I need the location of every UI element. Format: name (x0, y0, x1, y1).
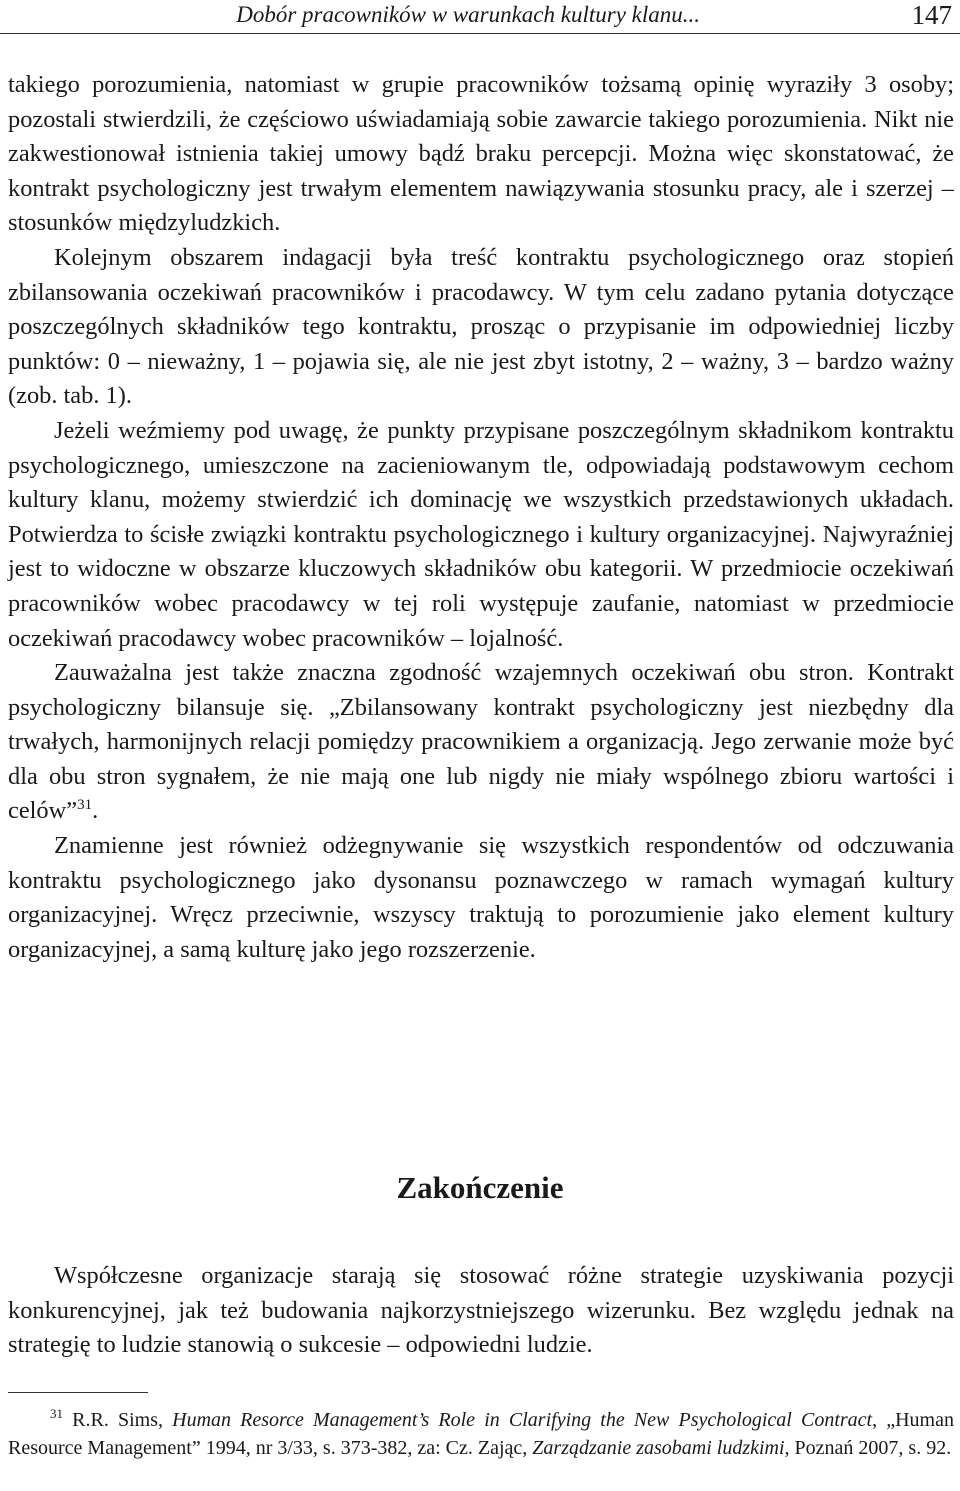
footnote-publication: , Poznań 2007, s. 92. (784, 1437, 952, 1459)
footnote (8, 1406, 954, 1462)
paragraph-with-quote (8, 656, 954, 829)
paragraph: Współczesne organizacje starają się stosować różne strategie uzyskiwania pozycji konkurencyjnej, jak też budowania najkorzystniejszego wizerunku. Bez względu jednak na strategię to ludzie stanowią o sukcesie – odpowiedni ludzie. (8, 1262, 954, 1359)
footnote-journal: , „Human Resource Management” 1994, nr 3/33, s. 373-382, za: Cz. Zając, (8, 1409, 954, 1459)
paragraph: Jeżeli weźmiemy pod uwagę, że punkty przypisane poszczególnym składnikom kontraktu psychologicznego, umieszczone na zacieniowanym tle, odpowiadają podstawowym cechom kultury klanu, możemy stwierdzić ich dominację we wszystkich przedstawionych układach. Potwierdza to ścisłe związki kontraktu psychologicznego i kultury organizacyjnej. Najwyraźniej jest to widoczne w obszarze kluczowych składników obu kategorii. W przedmiocie oczekiwań pracowników wobec pracodawcy w tej roli występuje zaufanie, natomiast w przedmiocie oczekiwań pracodawcy wobec pracowników – lojalność. (8, 416, 954, 652)
paragraph: Kolejnym obszarem indagacji była treść kontraktu psychologicznego oraz stopień zbilansowania oczekiwań pracowników i pracodawcy. W tym celu zadano pytania dotyczące poszczególnych składników tego kontraktu, prosząc o przypisanie im odpowiedniej liczby punktów: 0 – nieważny, 1 – pojawia się, ale nie jest zbyt istotny, 2 – ważny, 3 – bardzo ważny (zob. tab. 1). (8, 243, 954, 410)
footnote-article-title: Human Resorce Management’s Role in Clarifying the New Psychological Contract (172, 1409, 873, 1431)
footnote-author: R.R. Sims, (72, 1409, 173, 1431)
paragraph-text: Zauważalna jest także znaczna zgodność wzajemnych oczekiwań obu stron. Kontrakt psychologiczny bilansuje się. „Zbilansowany kontrakt psychologiczny jest niezbędny dla trwałych, harmonijnych relacji pomiędzy pracownikiem a organizacją. Jego zerwanie może być dla obu stron sygnałem, że nie mają one lub nigdy nie miały wspólnego zbioru wartości i celów” (8, 659, 954, 825)
page-number: 147 (911, 0, 952, 30)
paragraph: Znamienne jest również odżegnywanie się wszystkich respondentów od odczuwania kontraktu psychologicznego jako dysonansu poznawczego w ramach wymagań kultury organizacyjnej. Wręcz przeciwnie, wszyscy traktują to porozumienie jako element kultury organizacyjnej, a samą kulturę jako jego rozszerzenie. (8, 832, 954, 963)
section-text (8, 1259, 954, 1363)
header-divider (0, 33, 960, 34)
section-heading: Zakończenie (396, 1170, 564, 1205)
footnote-divider (8, 1392, 148, 1393)
footnote-book-title: Zarządzanie zasobami ludzkimi (532, 1437, 785, 1459)
main-text (8, 68, 954, 967)
paragraph-tail: . (92, 797, 99, 825)
footnote-number: 31 (50, 1406, 63, 1421)
running-header (0, 0, 960, 34)
running-title: Dobór pracowników w warunkach kultury klanu... (236, 2, 700, 27)
paragraph-continued: takiego porozumienia, natomiast w grupie pracowników tożsamą opinię wyraziły 3 osoby; pozostali stwierdzili, że częściowo uświadamiają sobie zawarcie takiego porozumienia. Nikt nie zakwestionował istnienia takiej umowy bądź braku percepcji. Można więc skonstatować, że kontrakt psychologiczny jest trwałym elementem nawiązywania stosunku pracy, ale i szerzej – stosunków międzyludzkich. (8, 71, 954, 237)
footnote-reference[interactable]: 31 (77, 797, 93, 814)
